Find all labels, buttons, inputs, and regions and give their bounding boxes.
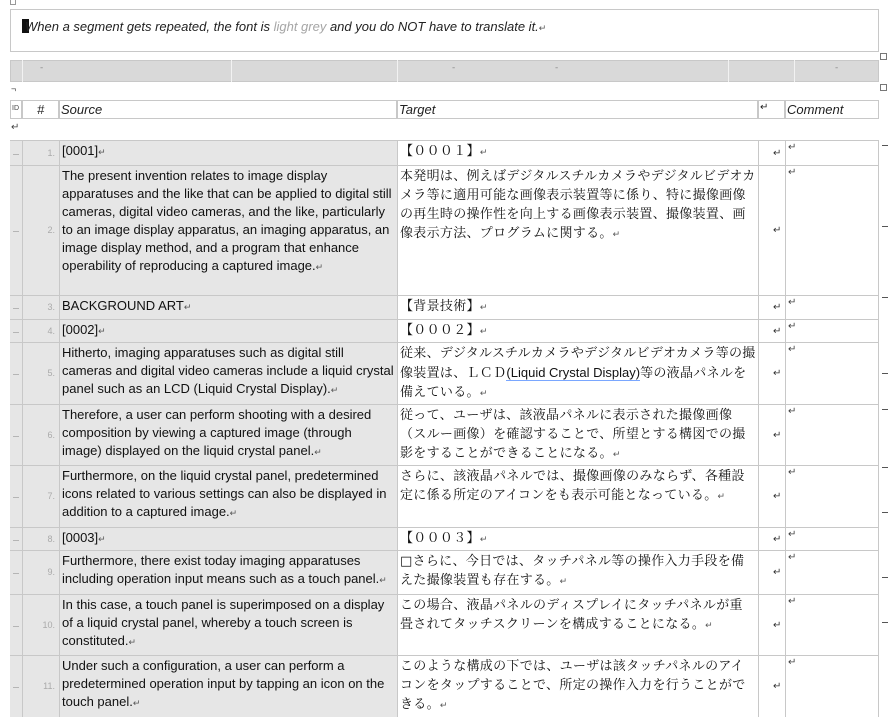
- bar-divider: [397, 60, 398, 82]
- segment-id-marker: [13, 540, 19, 541]
- bar-marker: -: [452, 63, 456, 73]
- source-text: [59, 528, 397, 550]
- right-margin-ticks: [880, 100, 890, 698]
- segment-id-cell: [10, 405, 22, 465]
- segment-mark-cell: [758, 343, 785, 404]
- header-id: ID: [12, 105, 19, 112]
- segment-number: 3.: [47, 302, 55, 312]
- target-pilcrow: ↵: [717, 491, 726, 501]
- target-text-input[interactable]: [397, 528, 758, 550]
- segment-id-marker: [13, 436, 19, 437]
- source-text-content: In this case, a touch panel is superimposed on a display of a liquid crystal panel, whereby a touch screen is constituted.: [62, 597, 385, 648]
- header-mark: ↵: [760, 102, 769, 113]
- segment-id-marker: [13, 308, 19, 309]
- source-pilcrow: ↵: [98, 326, 106, 336]
- target-text-content: 【背景技術】: [400, 299, 480, 314]
- segment-id-cell: [10, 595, 22, 655]
- comment-pilcrow: ↵: [788, 406, 797, 417]
- comment-pilcrow: ↵: [788, 467, 797, 478]
- bar-divider: [22, 60, 23, 82]
- comment-pilcrow: ↵: [788, 167, 797, 178]
- segment-mark-cell: [758, 405, 785, 465]
- source-text-content: [0003]: [62, 530, 99, 545]
- segment-mark-cell: [758, 141, 785, 165]
- target-pilcrow: ↵: [479, 147, 488, 157]
- source-text-content: Under such a configuration, a user can perform a predetermined operation input by tapping an icon on the touch panel.: [62, 658, 385, 709]
- segment-id-cell: [10, 551, 22, 594]
- comment-input[interactable]: [785, 405, 879, 465]
- segment-mark-cell: [758, 166, 785, 295]
- segment-number-cell: [22, 551, 59, 594]
- target-text-input[interactable]: [397, 296, 758, 319]
- segment-row[interactable]: [10, 550, 879, 594]
- segment-number: 2.: [47, 225, 55, 235]
- comment-pilcrow: ↵: [788, 596, 797, 607]
- target-text-input[interactable]: [397, 595, 758, 655]
- target-text-input[interactable]: [397, 551, 758, 594]
- table-corner-marker: [10, 0, 16, 5]
- target-text-input[interactable]: [397, 320, 758, 342]
- source-text-content: The present invention relates to image display apparatuses and the like that can be applied to digital still cameras, digital video cameras, and the like, particularly to an image display apparatus, an imaging apparatus, an image display method, and a program that enhance operability of reproducing a captured image.: [62, 168, 392, 273]
- segment-mark-cell: [758, 296, 785, 319]
- target-pilcrow: ↵: [559, 576, 568, 586]
- source-text-content: Furthermore, there exist today imaging apparatuses including operation input means such as a touch panel.: [62, 553, 380, 586]
- source-text-content: Furthermore, on the liquid crystal panel, predetermined icons related to various settings can also be displayed in addition to a captured image.: [62, 468, 387, 519]
- source-text: [59, 595, 397, 655]
- comment-input[interactable]: [785, 141, 879, 165]
- segment-id-marker: [13, 626, 19, 627]
- segment-row[interactable]: [10, 319, 879, 342]
- source-pilcrow: ↵: [183, 302, 192, 312]
- segment-mark: ↵: [773, 534, 782, 545]
- source-text: [59, 141, 397, 165]
- segment-mark: ↵: [773, 368, 782, 379]
- source-text: [59, 296, 397, 319]
- segment-number: 7.: [47, 491, 55, 501]
- pilcrow-mark: ↵: [11, 122, 20, 133]
- target-text-content: 【０００３】: [400, 531, 480, 546]
- target-text-content: 本発明は、例えばデジタルスチルカメラやデジタルビデオカメラ等に適用可能な画像表示装置等に係り、特に撮像画像の再生時の操作性を向上する画像表示装置、撮像装置、画像表示方法、プログラムに関する。: [400, 169, 756, 241]
- target-text-content: 等の液晶パネルを備えている。: [400, 366, 747, 400]
- target-text-content: 従来、デジタルスチルカメラやデジタルビデオカメラ等の撮像装置は、ＬＣＤ: [400, 346, 756, 381]
- target-text-input[interactable]: [397, 405, 758, 465]
- segment-mark: ↵: [773, 326, 782, 337]
- segment-id-cell: [10, 296, 22, 319]
- segment-row[interactable]: [10, 527, 879, 550]
- segment-number: 6.: [47, 430, 55, 440]
- source-pilcrow: ↵: [315, 262, 324, 272]
- header-target: Target: [399, 102, 436, 117]
- target-text-input[interactable]: [397, 141, 758, 165]
- header-source: Source: [61, 102, 103, 117]
- source-text: [59, 656, 397, 717]
- segment-number: 8.: [47, 534, 55, 544]
- source-pilcrow: ↵: [330, 385, 339, 395]
- segment-id-cell: [10, 141, 22, 165]
- source-text-content: [0002]: [62, 322, 99, 337]
- source-text: [59, 320, 397, 342]
- resize-handle[interactable]: [880, 53, 887, 60]
- comment-pilcrow: ↵: [788, 297, 797, 308]
- segment-row[interactable]: [10, 342, 879, 404]
- segment-row[interactable]: [10, 594, 879, 655]
- segment-mark-cell: [758, 551, 785, 594]
- segment-number: 1.: [47, 148, 55, 158]
- segment-row[interactable]: [10, 295, 879, 319]
- segment-mark: ↵: [773, 302, 782, 313]
- bar-divider: [794, 60, 795, 82]
- target-pilcrow: ↵: [479, 302, 488, 312]
- segment-number-cell: [22, 656, 59, 717]
- instruction-part1: When a segment gets repeated, the font is: [25, 19, 274, 34]
- segment-id-marker: [13, 374, 19, 375]
- source-pilcrow: ↵: [314, 447, 322, 457]
- comment-input[interactable]: [785, 528, 879, 550]
- source-text: [59, 166, 397, 295]
- segment-mark-cell: [758, 466, 785, 527]
- source-pilcrow: ↵: [379, 575, 387, 585]
- source-text-content: [0001]: [62, 143, 99, 158]
- segment-number-cell: [22, 595, 59, 655]
- comment-input[interactable]: [785, 656, 879, 717]
- segment-row[interactable]: [10, 165, 879, 295]
- segment-number-cell: [22, 296, 59, 319]
- comment-input[interactable]: [785, 343, 879, 404]
- target-latin-text: (Liquid Crystal Display): [506, 365, 641, 380]
- header-target-cell: [397, 100, 758, 119]
- segment-mark-cell: [758, 656, 785, 717]
- segment-row[interactable]: [10, 655, 879, 717]
- segment-id-cell: [10, 166, 22, 295]
- comment-pilcrow: ↵: [788, 344, 797, 355]
- segment-mark: ↵: [773, 567, 782, 578]
- comment-pilcrow: ↵: [788, 142, 797, 153]
- segment-mark-cell: [758, 320, 785, 342]
- bar-divider: [231, 60, 232, 82]
- source-pilcrow: ↵: [98, 534, 106, 544]
- segment-number-cell: [22, 528, 59, 550]
- segment-id-marker: [13, 573, 19, 574]
- segment-number: 11.: [43, 681, 55, 691]
- instruction-grey-text: light grey: [273, 19, 327, 34]
- segment-id-cell: [10, 343, 22, 404]
- segment-id-cell: [10, 320, 22, 342]
- source-pilcrow: ↵: [98, 147, 106, 157]
- bar-marker: -: [835, 63, 839, 73]
- comment-input[interactable]: [785, 595, 879, 655]
- comment-pilcrow: ↵: [788, 321, 797, 332]
- segment-number: 4.: [47, 326, 55, 336]
- target-text-content: この場合、液晶パネルのディスプレイにタッチパネルが重畳されてタッチスクリーンを構成することになる。: [400, 598, 743, 632]
- source-text-content: Therefore, a user can perform shooting with a desired composition by viewing a captured image (through image) displayed on the liquid crystal panel.: [62, 407, 372, 458]
- comment-input[interactable]: [785, 296, 879, 319]
- segment-mark: ↵: [773, 148, 782, 159]
- source-text-content: BACKGROUND ART: [62, 298, 184, 313]
- comment-input[interactable]: [785, 551, 879, 594]
- comment-input[interactable]: [785, 166, 879, 295]
- target-text-input[interactable]: [397, 656, 758, 717]
- target-text-content: このような構成の下では、ユーザは該タッチパネルのアイコンをタップすることで、所定の操作入力を行うことができる。: [400, 659, 746, 712]
- segment-id-marker: [13, 687, 19, 688]
- repetition-bar: [10, 60, 879, 82]
- segment-number-cell: [22, 466, 59, 527]
- segment-id-marker: [13, 154, 19, 155]
- target-text-content: 【０００１】: [400, 144, 480, 159]
- target-pilcrow: ↵: [705, 620, 713, 630]
- target-pilcrow: ↵: [479, 388, 488, 398]
- bar-marker: -: [555, 63, 559, 73]
- comment-input[interactable]: [785, 320, 879, 342]
- target-text-input[interactable]: [397, 466, 758, 527]
- segment-number: 10.: [42, 620, 55, 630]
- target-pilcrow: ↵: [439, 700, 448, 710]
- bar-marker: -: [40, 63, 44, 73]
- instruction-text: [22, 19, 546, 34]
- segment-mark: ↵: [773, 620, 782, 631]
- comment-input[interactable]: [785, 466, 879, 527]
- target-text-input[interactable]: [397, 343, 758, 404]
- comment-pilcrow: ↵: [788, 657, 797, 668]
- target-text-input[interactable]: [397, 166, 758, 295]
- source-text: [59, 466, 397, 527]
- segment-row[interactable]: [10, 140, 879, 165]
- instruction-mark: ↵: [538, 23, 547, 33]
- segment-id-cell: [10, 656, 22, 717]
- target-text-content: 従って、ユーザは、該液晶パネルに表示された撮像画像（スルー画像）を確認することで、所望とする構図での撮影をすることができることになる。: [400, 408, 746, 461]
- header-source-cell: [59, 100, 397, 119]
- target-pilcrow: ↵: [612, 449, 621, 459]
- segment-mark: ↵: [773, 681, 782, 692]
- segment-id-cell: [10, 466, 22, 527]
- segment-number-cell: [22, 320, 59, 342]
- segment-mark: ↵: [773, 491, 782, 502]
- segment-id-cell: [10, 528, 22, 550]
- segment-id-marker: [13, 332, 19, 333]
- segment-mark: ↵: [773, 225, 782, 236]
- segment-row[interactable]: [10, 465, 879, 527]
- source-text: [59, 405, 397, 465]
- comment-pilcrow: ↵: [788, 552, 797, 563]
- segment-mark-cell: [758, 528, 785, 550]
- source-text: [59, 343, 397, 404]
- paragraph-mark: ¬: [11, 84, 17, 94]
- source-pilcrow: ↵: [128, 637, 137, 647]
- source-text-content: Hitherto, imaging apparatuses such as digital still cameras and digital video cameras include a liquid crystal panel such as an LCD (Liquid Crystal Display).: [62, 345, 394, 396]
- segment-number-cell: [22, 141, 59, 165]
- header-num: #: [37, 102, 45, 117]
- segment-row[interactable]: [10, 404, 879, 465]
- instruction-part2: and you do NOT have to translate it.: [326, 19, 539, 34]
- segment-number: 5.: [47, 368, 55, 378]
- segment-mark-cell: [758, 595, 785, 655]
- header-comment: Comment: [787, 102, 844, 117]
- segment-id-marker: [13, 231, 19, 232]
- target-text-content: 【０００２】: [400, 323, 480, 338]
- segment-number: 9.: [47, 567, 55, 577]
- target-text-content: □さらに、今日では、タッチパネル等の操作入力手段を備えた撮像装置も存在する。: [400, 554, 745, 588]
- source-text: [59, 551, 397, 594]
- bar-divider: [728, 60, 729, 82]
- target-pilcrow: ↵: [612, 229, 621, 239]
- segment-number-cell: [22, 166, 59, 295]
- segment-mark: ↵: [773, 430, 782, 441]
- target-text-content: さらに、該液晶パネルでは、撮像画像のみならず、各種設定に係る所定のアイコンをも表示可能となっている。: [400, 469, 745, 503]
- segment-id-marker: [13, 497, 19, 498]
- comment-pilcrow: ↵: [788, 529, 797, 540]
- segment-number-cell: [22, 343, 59, 404]
- source-pilcrow: ↵: [132, 698, 141, 708]
- source-pilcrow: ↵: [229, 508, 238, 518]
- target-pilcrow: ↵: [479, 326, 488, 336]
- target-pilcrow: ↵: [479, 534, 488, 544]
- resize-handle[interactable]: [880, 84, 887, 91]
- segment-number-cell: [22, 405, 59, 465]
